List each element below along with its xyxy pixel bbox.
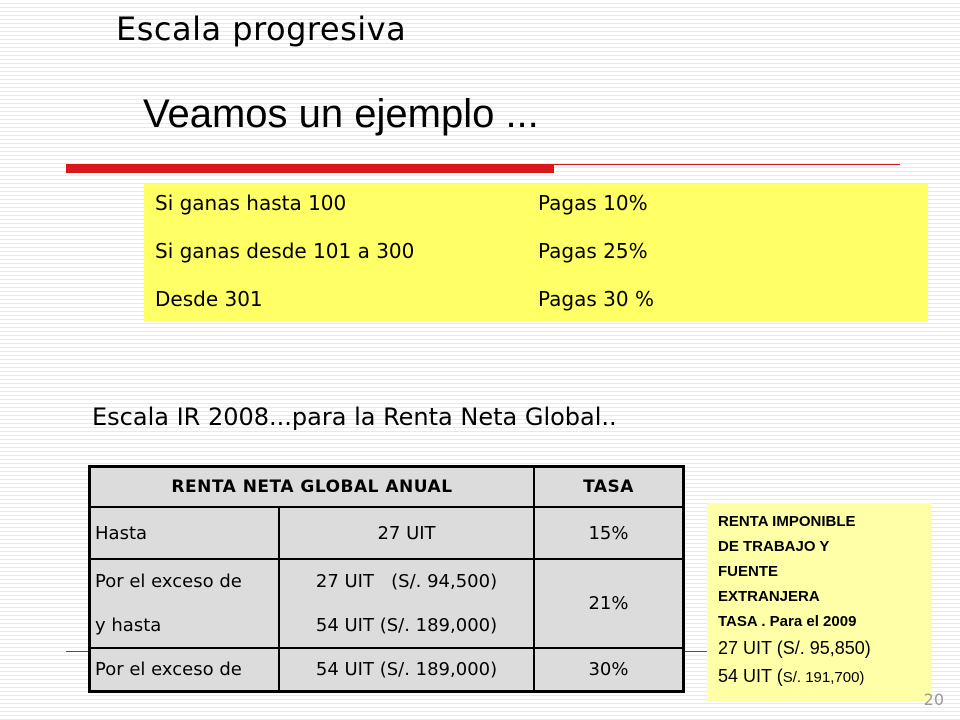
header-renta-neta: RENTA NETA GLOBAL ANUAL	[171, 477, 453, 497]
example-row	[155, 232, 915, 272]
example-box	[144, 184, 928, 322]
example-condition: Si ganas hasta 100	[155, 191, 347, 215]
row-amount: 54 UIT (S/. 189,000)	[315, 614, 498, 636]
example-condition: Si ganas desde 101 a 300	[155, 239, 415, 263]
row-rate: 21%	[588, 593, 629, 614]
row-amount: 54 UIT (S/. 189,000)	[315, 659, 498, 680]
side-note-uit-line: 27 UIT (S/. 95,850)	[718, 638, 871, 658]
row-label: y hasta	[95, 614, 162, 636]
side-note-uit-prefix: 54 UIT (	[718, 666, 783, 686]
row-amount: 27 UIT (S/. 94,500)	[315, 571, 498, 592]
side-note-uit-amount: S/. 191,700	[782, 669, 860, 686]
side-note-box	[707, 503, 931, 701]
example-row	[155, 184, 915, 224]
row-rate: 15%	[588, 522, 629, 544]
side-note-uit-line	[718, 666, 864, 687]
side-note-line: DE TRABAJO Y	[718, 538, 830, 555]
example-condition: Desde 301	[155, 287, 263, 311]
example-rate: Pagas 10%	[538, 191, 648, 215]
slide-title: Escala progresiva	[116, 10, 407, 48]
header-tasa: TASA	[583, 477, 634, 497]
red-divider-line	[554, 164, 900, 165]
row-label: Hasta	[95, 522, 148, 544]
slide-subtitle: Veamos un ejemplo ...	[143, 92, 539, 136]
side-note-line: FUENTE	[718, 563, 778, 580]
side-note-line: RENTA IMPONIBLE	[718, 513, 856, 530]
page-number: 20	[923, 690, 944, 709]
row-label: Por el exceso de	[95, 571, 242, 592]
row-label: Por el exceso de	[95, 659, 242, 680]
row-amount: 27 UIT	[377, 522, 436, 544]
example-rate: Pagas 30 %	[538, 287, 654, 311]
scale-caption: Escala IR 2008...para la Renta Neta Global..	[92, 403, 617, 431]
side-note-line: EXTRANJERA	[718, 588, 820, 605]
side-note-line: TASA . Para el 2009	[718, 613, 857, 630]
example-rate: Pagas 25%	[538, 239, 648, 263]
ir-rate-table	[88, 465, 685, 693]
red-accent-bar	[66, 164, 554, 173]
row-rate: 30%	[588, 659, 629, 680]
example-row	[155, 280, 915, 320]
side-note-uit-suffix: )	[859, 669, 865, 686]
